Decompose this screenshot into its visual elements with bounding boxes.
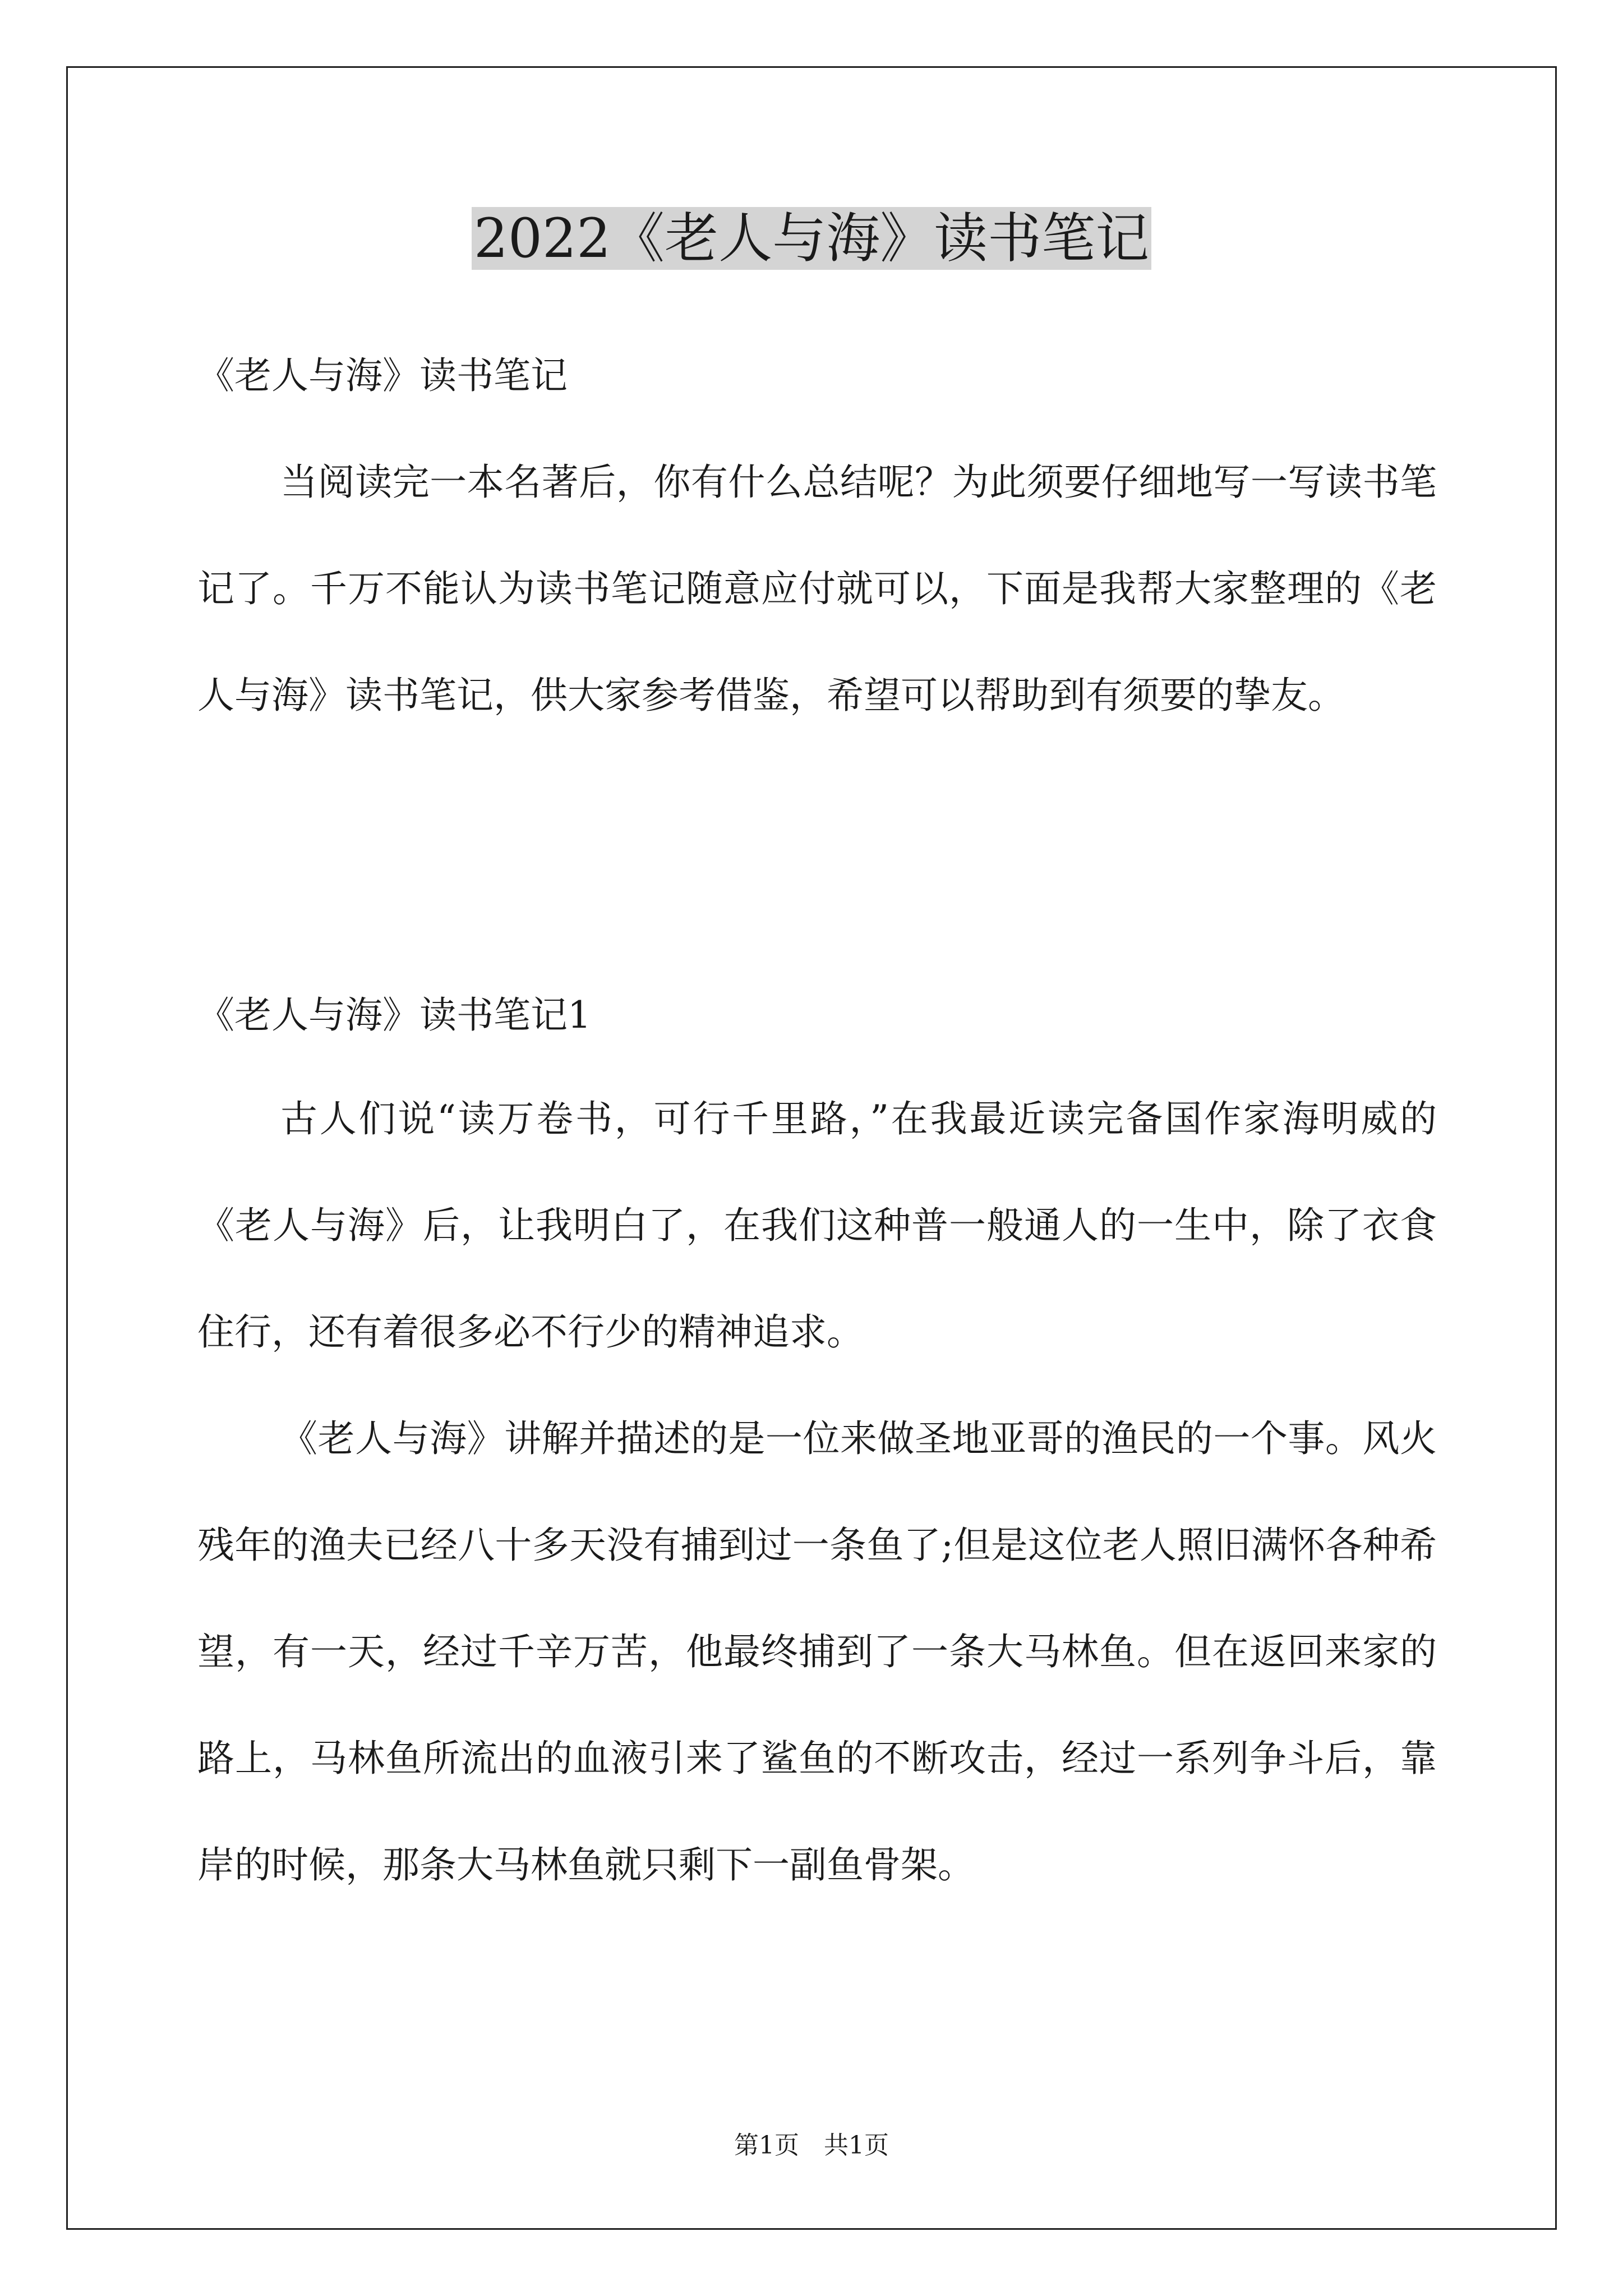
section1-paragraph-1: 古人们说“读万卷书，可行千里路，”在我最近读完备国作家海明威的《老人与海》后，让我明白了，在我们这种普一般通人的一生中，除了衣食住行，还有着很多必不行少的精神追求。 bbox=[197, 1097, 1437, 1354]
document-title bbox=[0, 202, 1623, 275]
intro-heading: 《老人与海》读书笔记 bbox=[197, 354, 568, 397]
section1-paragraph-2: 《老人与海》讲解并描述的是一位来做圣地亚哥的渔民的一个事。风火残年的渔夫已经八十多天没有捕到过一条鱼了;但是这位老人照旧满怀各种希望，有一天，经过千辛万苦，他最终捕到了一条大马林鱼。但在返回来家的路上，马林鱼所流出的血液引来了鲨鱼的不断攻击，经过一系列争斗后，靠岸的时候，那条大马林鱼就只剩下一副鱼骨架。 bbox=[197, 1417, 1437, 1887]
page-footer: 第1页 共1页 bbox=[734, 2131, 889, 2160]
section1-heading: 《老人与海》读书笔记1 bbox=[197, 993, 591, 1037]
intro-paragraph: 当阅读完一本名著后，你有什么总结呢？为此须要仔细地写一写读书笔记了。千万不能认为读书笔记随意应付就可以，下面是我帮大家整理的《老人与海》读书笔记，供大家参考借鉴，希望可以帮助到有须要的挚友。 bbox=[197, 461, 1437, 717]
document-title-text: 2022《老人与海》读书笔记 bbox=[472, 207, 1151, 270]
